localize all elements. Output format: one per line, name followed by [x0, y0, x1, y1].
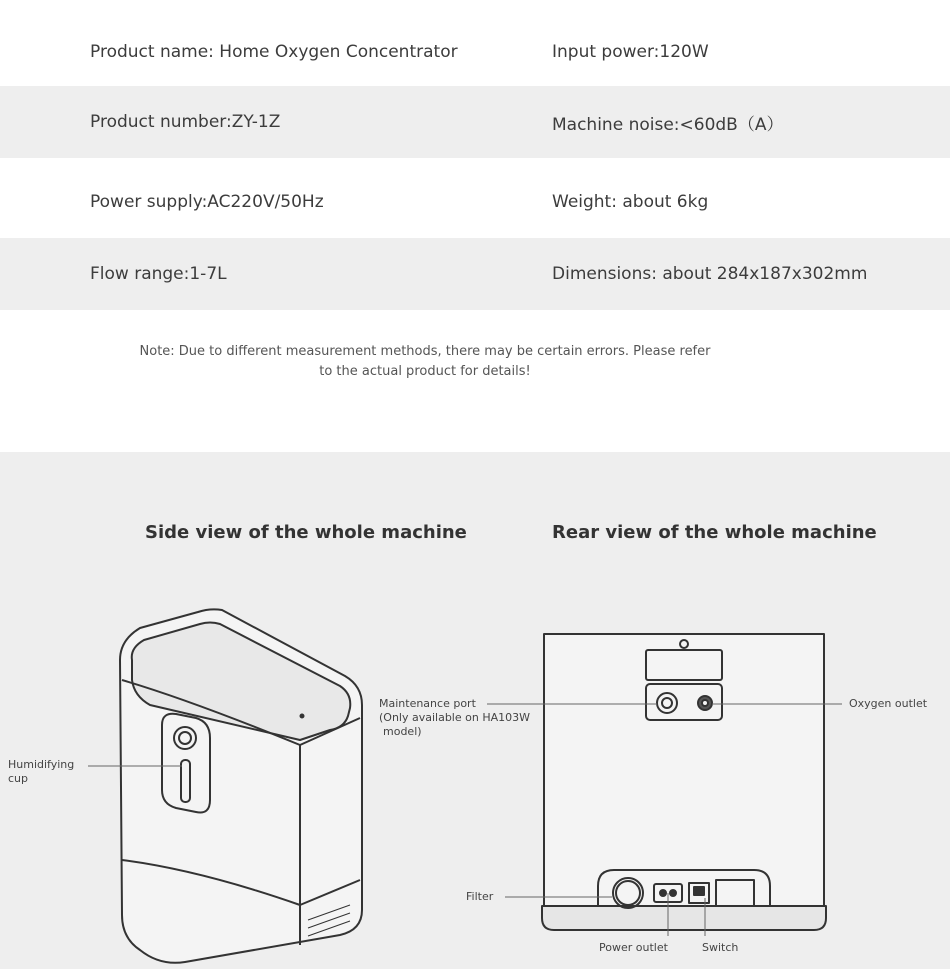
rear-view-drawing: [542, 634, 826, 930]
switch-label: Switch: [702, 941, 739, 954]
note-line-1: Note: Due to different measurement methods, there may be certain errors. Please refer: [139, 344, 711, 359]
spec-weight: Weight: about 6kg: [552, 192, 709, 212]
maintenance-label-line-1: Maintenance port: [379, 697, 476, 710]
spec-machine-noise: Machine noise:<60dB（A）: [552, 114, 784, 135]
filter-label: Filter: [466, 890, 494, 903]
rear-view-title: Rear view of the whole machine: [552, 522, 877, 543]
spec-input-power: Input power:120W: [552, 42, 709, 62]
spec-product-name: Product name: Home Oxygen Concentrator: [90, 42, 458, 62]
maintenance-port-label: [379, 697, 530, 739]
side-view-title: Side view of the whole machine: [145, 522, 467, 543]
maintenance-label-line-3: model): [383, 725, 422, 738]
maintenance-label-line-2: (Only available on HA103W: [379, 711, 530, 724]
humidifying-label-line-1: Humidifying: [8, 758, 75, 771]
humidifying-label-line-2: cup: [8, 772, 29, 785]
side-view-drawing: [120, 609, 362, 962]
humidifying-cup-label: [8, 758, 74, 786]
power-outlet-label: Power outlet: [599, 941, 668, 954]
spec-dimensions: Dimensions: about 284x187x302mm: [552, 264, 868, 284]
oxygen-outlet-label: Oxygen outlet: [849, 697, 928, 710]
spec-flow-range: Flow range:1-7L: [90, 264, 227, 284]
spec-power-supply: Power supply:AC220V/50Hz: [90, 192, 324, 212]
spec-product-number: Product number:ZY-1Z: [90, 112, 281, 132]
note-line-2: to the actual product for details!: [319, 364, 531, 379]
